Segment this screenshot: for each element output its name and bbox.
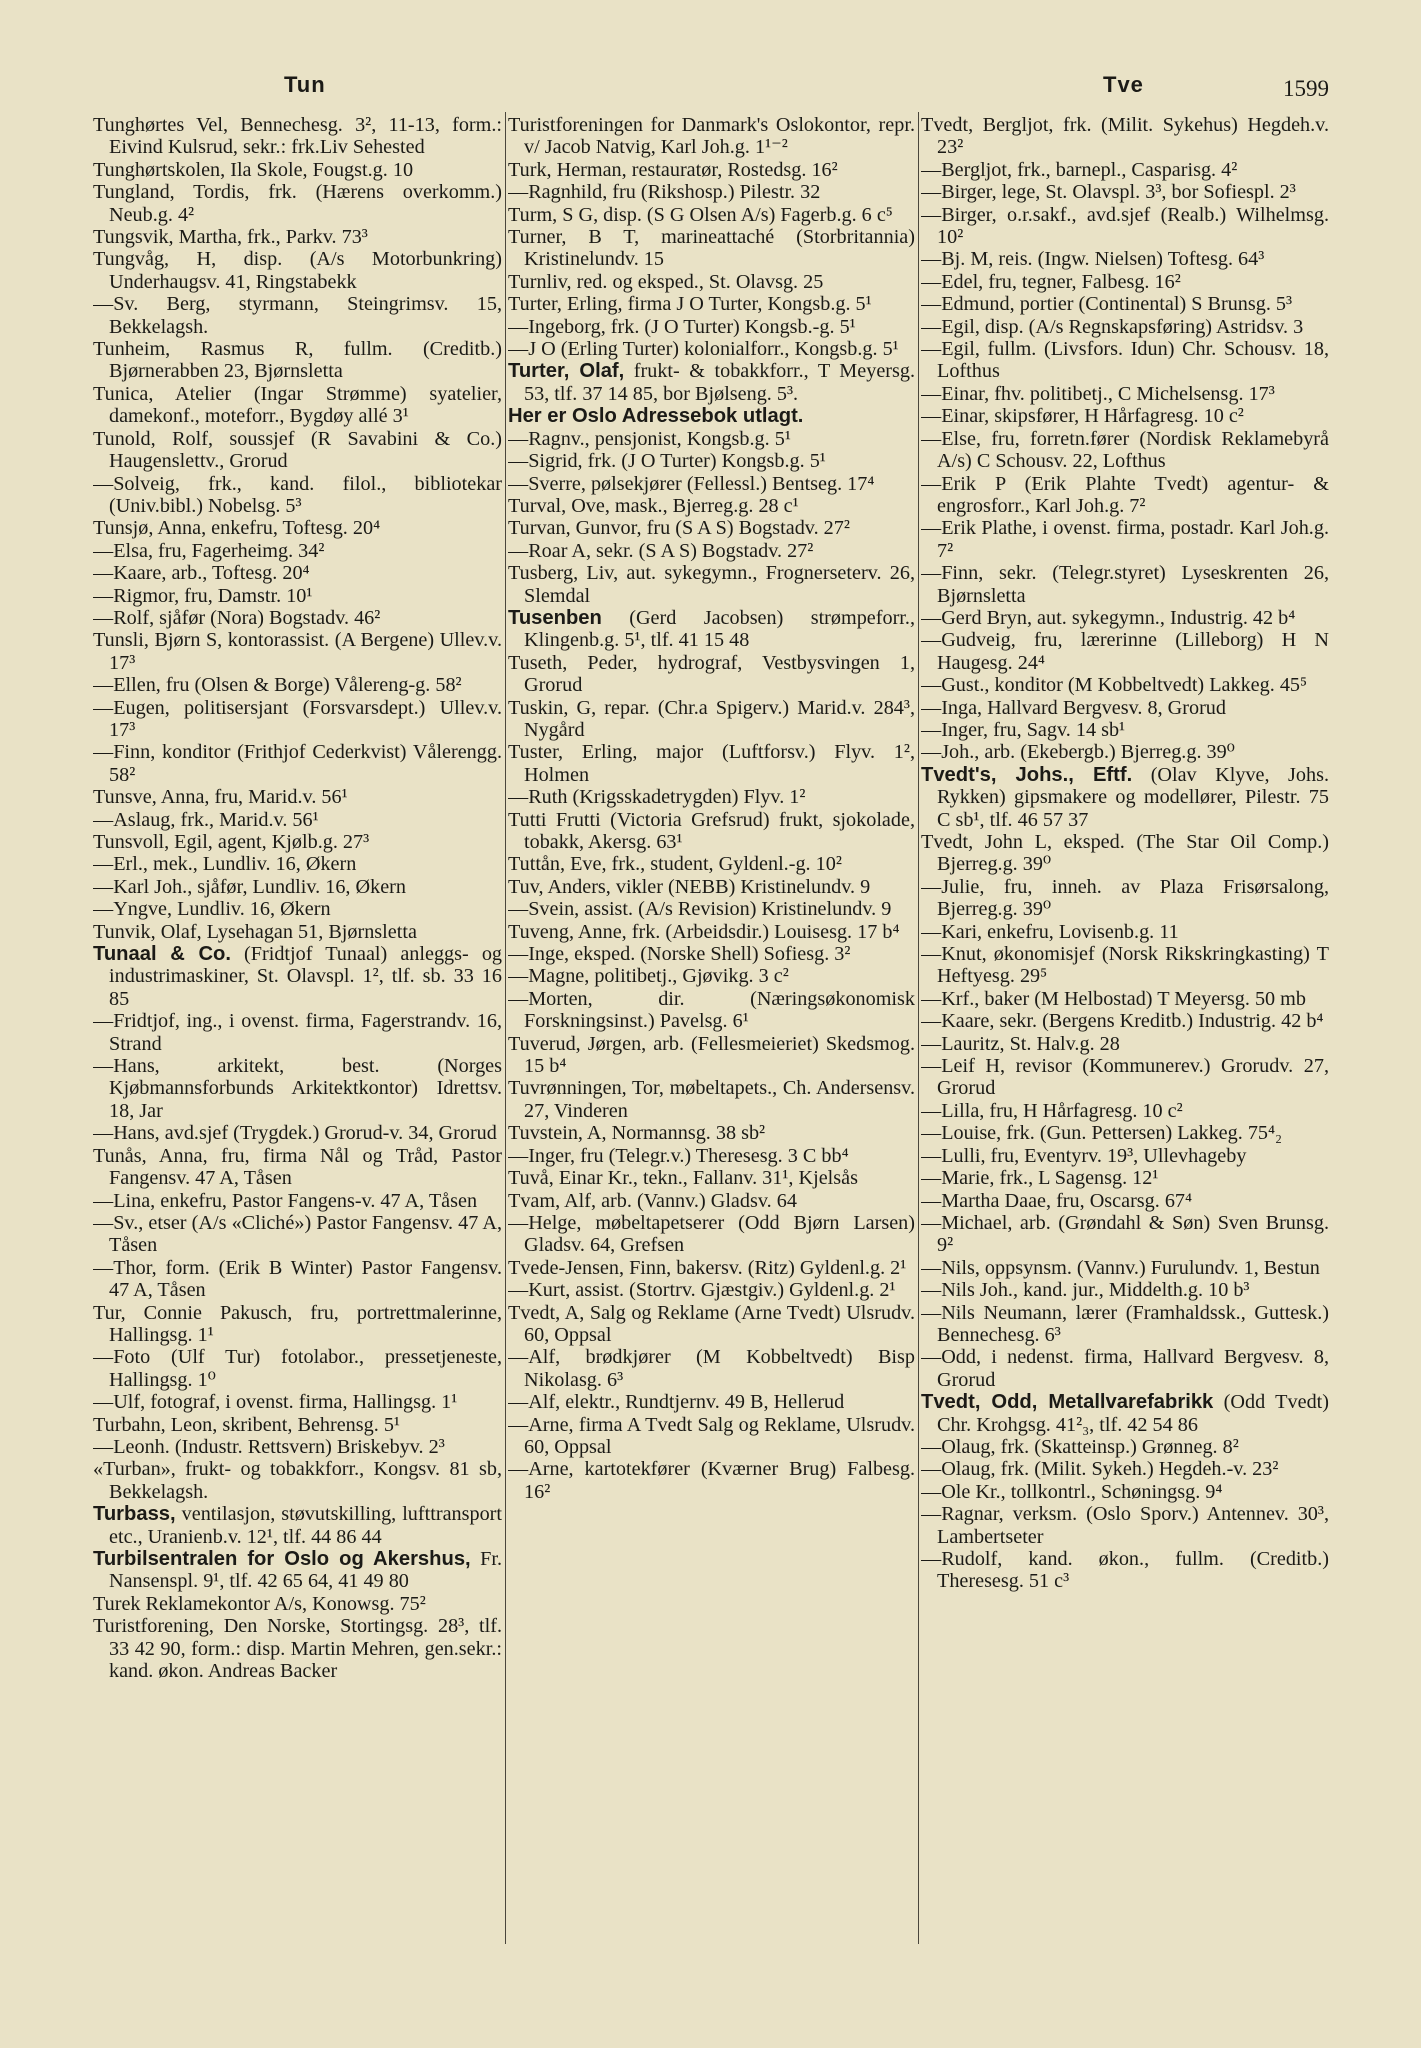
entry-text: ventilasjon, støvutskilling, lufttransport etc., Uranienb.v. 12¹, tlf. 44 86 44 bbox=[109, 1503, 502, 1548]
entry-text: —Birger, lege, St. Olavspl. 3³, bor Sofiespl. 2³ bbox=[921, 181, 1296, 204]
directory-entry bbox=[921, 1302, 1329, 1347]
entry-text: —Louise, frk. (Gun. Pettersen) Lakkeg. 75⁴₂ bbox=[921, 1122, 1283, 1145]
directory-entry bbox=[508, 1279, 915, 1301]
entry-text: Turnliv, red. og eksped., St. Olavsg. 25 bbox=[508, 270, 824, 293]
directory-entry bbox=[921, 1548, 1329, 1593]
directory-entry bbox=[921, 674, 1329, 696]
entry-text: —Ragnar, verksm. (Oslo Sporv.) Antennev. 30³, Lambertseter bbox=[921, 1503, 1329, 1548]
directory-entry bbox=[508, 1302, 915, 1347]
entry-text: —Gudveig, fru, lærerinne (Lilleborg) H N Haugesg. 24⁴ bbox=[921, 629, 1329, 674]
directory-entry bbox=[921, 943, 1329, 988]
directory-entry bbox=[508, 293, 915, 315]
entry-text: —Olaug, frk. (Skatteinsp.) Grønneg. 8² bbox=[921, 1435, 1239, 1458]
entry-text: Tvedt, A, Salg og Reklame (Arne Tvedt) Ulsrudv. 60, Oppsal bbox=[508, 1301, 915, 1346]
entry-text: Tungland, Tordis, frk. (Hærens overkomm.) Neub.g. 4² bbox=[93, 181, 502, 226]
directory-entry bbox=[508, 809, 915, 854]
directory-entry bbox=[93, 428, 502, 473]
entry-text: —Gust., konditor (M Kobbeltvedt) Lakkeg. 45⁵ bbox=[921, 674, 1308, 697]
directory-entry bbox=[93, 1302, 502, 1347]
entry-text: (Fridtjof Tunaal) anleggs- og industrimaskiner, St. Olavspl. 1², tlf. sb. 33 16 85 bbox=[109, 943, 502, 1010]
directory-entry bbox=[921, 1010, 1329, 1032]
entry-text: —Inge, eksped. (Norske Shell) Sofiesg. 3² bbox=[508, 943, 851, 966]
directory-entry bbox=[508, 1033, 915, 1078]
directory-entry bbox=[93, 1122, 502, 1144]
entry-text: —Julie, fru, inneh. av Plaza Frisørsalong, Bjerreg.g. 39⁰ bbox=[921, 875, 1329, 921]
entry-text: —Bergljot, frk., barnepl., Casparisg. 4² bbox=[921, 158, 1238, 181]
entry-text: Turistforening, Den Norske, Stortingsg. 28³, tlf. 33 42 90, form.: disp. Martin Mehren, gen.sekr.: kand. økon. Andreas Backer bbox=[93, 1615, 502, 1683]
directory-entry bbox=[93, 114, 502, 159]
entry-text: Tuskin, G, repar. (Chr.a Spigerv.) Marid.v. 284³, Nygård bbox=[508, 696, 915, 741]
directory-entry bbox=[508, 405, 915, 427]
directory-entry bbox=[93, 1436, 502, 1458]
entry-text: —Leif H, revisor (Kommunerev.) Grorudv. 27, Grorud bbox=[921, 1055, 1329, 1100]
entry-text: —Kari, enkefru, Lovisenb.g. 11 bbox=[921, 920, 1179, 943]
entry-text: —Nils Neumann, lærer (Framhaldssk., Guttesk.) Bennechesg. 6³ bbox=[921, 1301, 1329, 1346]
entry-text: Tungvåg, H, disp. (A/s Motorbunkring) Underhaugsv. 41, Ringstabekk bbox=[93, 248, 502, 293]
directory-entry bbox=[921, 1481, 1329, 1503]
entry-text: Tvedt, Bergljot, frk. (Milit. Sykehus) Hegdeh.v. 23² bbox=[921, 114, 1329, 159]
directory-entry bbox=[921, 1391, 1329, 1436]
directory-entry bbox=[508, 876, 915, 898]
directory-entry bbox=[508, 114, 915, 159]
entry-text: —Erl., mek., Lundliv. 16, Økern bbox=[93, 853, 357, 876]
directory-column-2 bbox=[508, 114, 915, 1942]
entry-text: Turistforeningen for Danmark's Oslokontor, repr. v/ Jacob Natvig, Karl Joh.g. 1¹⁻² bbox=[508, 114, 915, 159]
entry-text: —Erik P (Erik Plahte Tvedt) agentur- & engrosforr., Karl Joh.g. 7² bbox=[921, 472, 1329, 517]
directory-entry bbox=[921, 204, 1329, 249]
entry-text: Turm, S G, disp. (S G Olsen A/s) Fagerb.g. 6 c⁵ bbox=[508, 203, 893, 226]
directory-entry bbox=[93, 1145, 502, 1190]
directory-entry bbox=[93, 1212, 502, 1257]
entry-text: Tvedt, John L, eksped. (The Star Oil Comp.) Bjerreg.g. 39⁰ bbox=[921, 831, 1329, 876]
entry-text: —Birger, o.r.sakf., avd.sjef (Realb.) Wilhelmsg. 10² bbox=[921, 203, 1329, 249]
directory-entry bbox=[921, 607, 1329, 629]
entry-text: Tvede-Jensen, Finn, bakersv. (Ritz) Gyldenl.g. 2¹ bbox=[508, 1256, 907, 1279]
directory-entry bbox=[93, 293, 502, 338]
directory-entry bbox=[921, 293, 1329, 315]
entry-text: Tunold, Rolf, soussjef (R Savabini & Co.) Haugenslettv., Grorud bbox=[93, 427, 502, 473]
entry-text: —Leonh. (Industr. Rettsvern) Briskebyv. 2³ bbox=[93, 1435, 445, 1458]
entry-text: —Marie, frk., L Sagensg. 12¹ bbox=[921, 1167, 1159, 1190]
directory-entry bbox=[508, 360, 915, 405]
entry-text: —Egil, fullm. (Livsfors. Idun) Chr. Schousv. 18, Lofthus bbox=[921, 338, 1329, 383]
directory-entry bbox=[921, 271, 1329, 293]
directory-entry bbox=[508, 1167, 915, 1189]
entry-text: (Odd Tvedt) Chr. Krohgsg. 41²₃, tlf. 42 54 86 bbox=[937, 1391, 1329, 1436]
directory-entry bbox=[508, 697, 915, 742]
directory-entry bbox=[921, 383, 1329, 405]
directory-entry bbox=[921, 1167, 1329, 1189]
directory-entry bbox=[921, 248, 1329, 270]
column-divider bbox=[505, 112, 506, 1944]
directory-entry bbox=[508, 450, 915, 472]
directory-entry bbox=[93, 786, 502, 808]
directory-column-1 bbox=[93, 114, 502, 1942]
directory-entry bbox=[93, 540, 502, 562]
directory-entry bbox=[93, 697, 502, 742]
directory-entry bbox=[93, 898, 502, 920]
directory-entry bbox=[508, 495, 915, 517]
directory-entry bbox=[508, 562, 915, 607]
directory-entry bbox=[921, 428, 1329, 473]
directory-column-3 bbox=[921, 114, 1329, 1942]
directory-entry bbox=[93, 1503, 502, 1548]
directory-entry bbox=[921, 1257, 1329, 1279]
directory-entry bbox=[508, 271, 915, 293]
directory-entry bbox=[921, 316, 1329, 338]
directory-entry bbox=[508, 517, 915, 539]
directory-entry bbox=[921, 1212, 1329, 1257]
entry-bold-name: Tusenben bbox=[508, 606, 602, 629]
entry-text: —Martha Daae, fru, Oscarsg. 67⁴ bbox=[921, 1189, 1193, 1212]
entry-text: —Inger, fru (Telegr.v.) Theresesg. 3 C bb⁴ bbox=[508, 1144, 849, 1167]
entry-text: —Svein, assist. (A/s Revision) Kristinelundv. 9 bbox=[508, 898, 892, 921]
directory-entry bbox=[921, 159, 1329, 181]
directory-entry bbox=[921, 405, 1329, 427]
directory-entry bbox=[508, 786, 915, 808]
directory-entry bbox=[508, 1257, 915, 1279]
directory-entry bbox=[93, 1055, 502, 1122]
directory-entry bbox=[508, 338, 915, 360]
entry-text: —Olaug, frk. (Milit. Sykeh.) Hegdeh.-v. 23² bbox=[921, 1458, 1279, 1481]
column-divider bbox=[918, 112, 919, 1944]
directory-entry bbox=[508, 428, 915, 450]
entry-text: —Sigrid, frk. (J O Turter) Kongsb.g. 5¹ bbox=[508, 450, 826, 473]
directory-entry bbox=[508, 1122, 915, 1144]
running-head-left: Tun bbox=[284, 72, 326, 97]
running-head-right: Tve bbox=[1103, 72, 1144, 97]
directory-entry bbox=[93, 607, 502, 629]
entry-text: Tunghørtskolen, Ila Skole, Fougst.g. 10 bbox=[93, 158, 414, 181]
entry-text: Tunsvoll, Egil, agent, Kjølb.g. 27³ bbox=[93, 831, 370, 853]
directory-entry bbox=[93, 1257, 502, 1302]
entry-text: —Edel, fru, tegner, Falbesg. 16² bbox=[921, 270, 1181, 293]
entry-text: —Ragnv., pensjonist, Kongsb.g. 5¹ bbox=[508, 427, 791, 450]
directory-entry bbox=[93, 473, 502, 518]
directory-entry bbox=[508, 1145, 915, 1167]
directory-entry bbox=[921, 181, 1329, 203]
entry-text: —Else, fru, forretn.fører (Nordisk Reklamebyrå A/s) C Schousv. 22, Lofthus bbox=[921, 427, 1329, 473]
entry-text: —Rudolf, kand. økon., fullm. (Creditb.) Theresesg. 51 c³ bbox=[921, 1548, 1329, 1593]
entry-text: —Bj. M, reis. (Ingw. Nielsen) Toftesg. 64³ bbox=[921, 248, 1265, 271]
directory-entry bbox=[93, 741, 502, 786]
directory-entry bbox=[93, 562, 502, 584]
entry-text: —Gerd Bryn, aut. sykegymn., Industrig. 42 b⁴ bbox=[921, 606, 1296, 629]
entry-text: Fr. Nansenspl. 9¹, tlf. 42 65 64, 41 49 80 bbox=[109, 1548, 502, 1593]
entry-text: —Ellen, fru (Olsen & Borge) Vålereng-g. 58² bbox=[93, 674, 462, 697]
directory-entry bbox=[508, 181, 915, 203]
directory-entry bbox=[921, 719, 1329, 741]
directory-entry bbox=[921, 876, 1329, 921]
entry-text: —Odd, i nedenst. firma, Hallvard Bergvesv. 8, Grorud bbox=[921, 1346, 1329, 1391]
entry-text: —Inger, fru, Sagv. 14 sb¹ bbox=[921, 718, 1126, 741]
entry-text: —Inga, Hallvard Bergvesv. 8, Grorud bbox=[921, 696, 1226, 719]
entry-text: Tuseth, Peder, hydrograf, Vestbysvingen 1, Grorud bbox=[508, 651, 915, 697]
directory-entry bbox=[921, 473, 1329, 518]
entry-text: —Lauritz, St. Halv.g. 28 bbox=[921, 1032, 1120, 1055]
directory-entry bbox=[508, 473, 915, 495]
entry-text: —Lina, enkefru, Pastor Fangens-v. 47 A, Tåsen bbox=[93, 1189, 478, 1212]
directory-entry bbox=[921, 988, 1329, 1010]
entry-text: Turner, B T, marineattaché (Storbritannia) Kristinelundv. 15 bbox=[508, 226, 915, 271]
directory-entry bbox=[921, 114, 1329, 159]
entry-bold-name: Turbilsentralen for Oslo og Akershus, bbox=[93, 1548, 471, 1570]
entry-text: —Ole Kr., tollkontrl., Schøningsg. 9⁴ bbox=[921, 1480, 1223, 1503]
entry-text: Tuvå, Einar Kr., tekn., Fallanv. 31¹, Kjelsås bbox=[508, 1167, 858, 1190]
entry-text: —Thor, form. (Erik B Winter) Pastor Fangensv. 47 A, Tåsen bbox=[93, 1256, 502, 1302]
entry-text: —Krf., baker (M Helbostad) T Meyersg. 50 mb bbox=[921, 987, 1306, 1010]
entry-text: Turk, Herman, restauratør, Rostedsg. 16² bbox=[508, 158, 838, 181]
entry-bold-name: Tunaal & Co. bbox=[93, 943, 231, 966]
directory-entry bbox=[508, 226, 915, 271]
entry-text: —Roar A, sekr. (S A S) Bogstadv. 27² bbox=[508, 539, 814, 562]
entry-text: —Nils Joh., kand. jur., Middelth.g. 10 b³ bbox=[921, 1279, 1250, 1302]
entry-text: —Hans, arkitekt, best. (Norges Kjøbmannsforbunds Arkitektkontor) Idrettsv. 18, Jar bbox=[93, 1055, 502, 1122]
entry-bold-name: Turbass, bbox=[93, 1503, 176, 1526]
directory-entry bbox=[508, 540, 915, 562]
directory-entry bbox=[508, 853, 915, 875]
entry-text: —Einar, skipsfører, H Hårfagresg. 10 c² bbox=[921, 405, 1244, 428]
directory-entry bbox=[921, 562, 1329, 607]
directory-entry bbox=[93, 1593, 502, 1615]
directory-entry bbox=[508, 1212, 915, 1257]
entry-text: frukt- & tobakkforr., T Meyersg. 53, tlf. 37 14 85, bor Bjølseng. 5³. bbox=[524, 360, 915, 405]
entry-text: —Rigmor, fru, Damstr. 10¹ bbox=[93, 584, 313, 607]
directory-entry bbox=[508, 204, 915, 226]
entry-text: —Ruth (Krigsskadetrygden) Flyv. 1² bbox=[508, 786, 806, 809]
directory-entry bbox=[93, 181, 502, 226]
entry-text: Tutti Frutti (Victoria Grefsrud) frukt, sjokolade, tobakk, Akersg. 63¹ bbox=[508, 808, 915, 853]
directory-entry bbox=[93, 226, 502, 248]
directory-entry bbox=[921, 1279, 1329, 1301]
directory-entry bbox=[921, 831, 1329, 876]
directory-entry bbox=[93, 876, 502, 898]
directory-entry bbox=[508, 1077, 915, 1122]
directory-entry bbox=[921, 1436, 1329, 1458]
entry-text: —Sv., etser (A/s «Cliché») Pastor Fangensv. 47 A, Tåsen bbox=[93, 1211, 502, 1257]
directory-entry bbox=[508, 1458, 915, 1503]
entry-text: —Edmund, portier (Continental) S Brunsg. 5³ bbox=[921, 293, 1293, 316]
directory-entry bbox=[508, 607, 915, 652]
entry-text: —Nils, oppsynsm. (Vannv.) Furulundv. 1, Bestun bbox=[921, 1256, 1320, 1279]
directory-entry bbox=[508, 988, 915, 1033]
directory-entry bbox=[93, 629, 502, 674]
directory-entry bbox=[921, 921, 1329, 943]
directory-entry bbox=[921, 1122, 1329, 1144]
directory-entry bbox=[93, 1190, 502, 1212]
entry-text: —Karl Joh., sjåfør, Lundliv. 16, Økern bbox=[93, 875, 406, 898]
directory-entry bbox=[921, 1458, 1329, 1480]
directory-entry bbox=[93, 1548, 502, 1593]
entry-text: Tunghørtes Vel, Bennechesg. 3², 11-13, form.: Eivind Kulsrud, sekr.: frk.Liv Sehested bbox=[93, 114, 502, 159]
entry-text: —Fridtjof, ing., i ovenst. firma, Fagerstrandv. 16, Strand bbox=[93, 1010, 502, 1055]
entry-text: Tuv, Anders, vikler (NEBB) Kristinelundv. 9 bbox=[508, 875, 871, 898]
entry-text: —Kurt, assist. (Stortrv. Gjæstgiv.) Gyldenl.g. 2¹ bbox=[508, 1279, 896, 1302]
entry-text: —Elsa, fru, Fagerheimg. 34² bbox=[93, 539, 325, 562]
entry-text: Turbahn, Leon, skribent, Behrensg. 5¹ bbox=[93, 1413, 400, 1436]
directory-entry bbox=[93, 159, 502, 181]
directory-entry bbox=[93, 921, 502, 943]
directory-entry bbox=[921, 697, 1329, 719]
entry-text: —Sv. Berg, styrmann, Steingrimsv. 15, Bekkelagsh. bbox=[93, 293, 502, 338]
directory-entry bbox=[921, 1055, 1329, 1100]
directory-entry bbox=[921, 517, 1329, 562]
entry-text: Tunås, Anna, fru, firma Nål og Tråd, Pastor Fangensv. 47 A, Tåsen bbox=[93, 1144, 502, 1190]
entry-text: —Arne, kartotekfører (Kværner Brug) Falbesg. 16² bbox=[508, 1458, 915, 1503]
directory-entry bbox=[921, 1145, 1329, 1167]
directory-entry bbox=[508, 741, 915, 786]
directory-entry bbox=[921, 1033, 1329, 1055]
entry-text: —Sverre, pølsekjører (Fellessl.) Bentseg. 17⁴ bbox=[508, 472, 875, 495]
entry-text: Tuverud, Jørgen, arb. (Fellesmeieriet) Skedsmog. 15 b⁴ bbox=[508, 1032, 915, 1078]
directory-entry bbox=[93, 674, 502, 696]
entry-bold-name: Tvedt, Odd, Metallvarefabrikk bbox=[921, 1391, 1214, 1414]
entry-text: —Foto (Ulf Tur) fotolabor., pressetjeneste, Hallingsg. 1⁰ bbox=[93, 1346, 502, 1391]
directory-entry bbox=[93, 1414, 502, 1436]
directory-entry bbox=[508, 1414, 915, 1459]
entry-text: —Helge, møbeltapetserer (Odd Bjørn Larsen) Gladsv. 64, Grefsen bbox=[508, 1211, 915, 1257]
entry-text: —Eugen, politisersjant (Forsvarsdept.) Ullev.v. 17³ bbox=[93, 696, 502, 741]
entry-bold-name: Her er Oslo Adressebok utlagt. bbox=[508, 405, 804, 428]
entry-text: —Aslaug, frk., Marid.v. 56¹ bbox=[93, 808, 319, 831]
directory-entry bbox=[921, 338, 1329, 383]
directory-entry bbox=[93, 1010, 502, 1055]
entry-text: (Gerd Jacobsen) strømpeforr., Klingenb.g. 5¹, tlf. 41 15 48 bbox=[524, 606, 915, 652]
directory-entry bbox=[93, 943, 502, 1010]
directory-entry bbox=[508, 1391, 915, 1413]
entry-text: Tuster, Erling, major (Luftforsv.) Flyv. 1², Holmen bbox=[508, 741, 915, 786]
directory-entry bbox=[93, 1458, 502, 1503]
entry-text: Turter, Erling, firma J O Turter, Kongsb.g. 5¹ bbox=[508, 293, 872, 316]
directory-entry bbox=[93, 809, 502, 831]
entry-text: Tunsli, Bjørn S, kontorassist. (A Bergene) Ullev.v. 17³ bbox=[93, 629, 502, 674]
directory-entry bbox=[921, 764, 1329, 831]
directory-entry bbox=[921, 1100, 1329, 1122]
entry-text: —Lilla, fru, H Hårfagresg. 10 c² bbox=[921, 1099, 1183, 1122]
entry-bold-name: Turter, Olaf, bbox=[508, 360, 625, 383]
entry-bold-name: Tvedt's, Johs., Eftf. bbox=[921, 763, 1133, 786]
entry-text: Tunsve, Anna, fru, Marid.v. 56¹ bbox=[93, 786, 348, 809]
entry-text: —Hans, avd.sjef (Trygdek.) Grorud-v. 34, Grorud bbox=[93, 1122, 497, 1145]
directory-entry bbox=[508, 943, 915, 965]
entry-text: —Michael, arb. (Grøndahl & Søn) Sven Brunsg. 9² bbox=[921, 1211, 1329, 1257]
entry-text: Tuveng, Anne, frk. (Arbeidsdir.) Louisesg. 17 b⁴ bbox=[508, 920, 900, 943]
entry-text: —Kaare, arb., Toftesg. 20⁴ bbox=[93, 562, 310, 585]
directory-entry bbox=[93, 1615, 502, 1682]
directory-entry bbox=[93, 585, 502, 607]
entry-text: Tunsjø, Anna, enkefru, Toftesg. 20⁴ bbox=[93, 517, 381, 540]
entry-text: —Joh., arb. (Ekebergb.) Bjerreg.g. 39⁰ bbox=[921, 741, 1235, 764]
directory-entry bbox=[93, 1391, 502, 1413]
entry-text: Tungsvik, Martha, frk., Parkv. 73³ bbox=[93, 226, 368, 249]
entry-text: Tunheim, Rasmus R, fullm. (Creditb.) Bjørnerabben 23, Bjørnsletta bbox=[93, 338, 502, 383]
directory-entry bbox=[508, 652, 915, 697]
entry-text: —Alf, elektr., Rundtjernv. 49 B, Hellerud bbox=[508, 1391, 845, 1414]
entry-text: «Turban», frukt- og tobakkforr., Kongsv. 81 sb, Bekkelagsh. bbox=[93, 1458, 502, 1503]
entry-text: —Ulf, fotograf, i ovenst. firma, Hallingsg. 1¹ bbox=[93, 1391, 458, 1414]
directory-entry bbox=[508, 1190, 915, 1212]
entry-text: —Knut, økonomisjef (Norsk Rikskringkasting) T Heftyesg. 29⁵ bbox=[921, 943, 1329, 988]
entry-text: —Kaare, sekr. (Bergens Kreditb.) Industrig. 42 b⁴ bbox=[921, 1010, 1324, 1033]
directory-entry bbox=[93, 383, 502, 428]
entry-text: Tvam, Alf, arb. (Vannv.) Gladsv. 64 bbox=[508, 1189, 797, 1212]
entry-text: (Olav Klyve, Johs. Rykken) gipsmakere og modellører, Pilestr. 75 C sb¹, tlf. 46 57 37 bbox=[937, 763, 1329, 831]
entry-text: —Magne, politibetj., Gjøvikg. 3 c² bbox=[508, 965, 789, 988]
entry-text: —Alf, brødkjører (M Kobbeltvedt) Bisp Nikolasg. 6³ bbox=[508, 1346, 915, 1391]
entry-text: —Arne, firma A Tvedt Salg og Reklame, Ulsrudv. 60, Oppsal bbox=[508, 1413, 915, 1458]
entry-text: Tuvrønningen, Tor, møbeltapets., Ch. Andersensv. 27, Vinderen bbox=[508, 1077, 915, 1122]
directory-entry bbox=[93, 248, 502, 293]
directory-entry bbox=[921, 1503, 1329, 1548]
entry-text: —Yngve, Lundliv. 16, Økern bbox=[93, 898, 331, 921]
directory-entry bbox=[508, 898, 915, 920]
entry-text: —Finn, sekr. (Telegr.styret) Lyseskrenten 26, Bjørnsletta bbox=[921, 562, 1329, 607]
entry-text: —Rolf, sjåfør (Nora) Bogstadv. 46² bbox=[93, 606, 381, 629]
directory-entry bbox=[93, 338, 502, 383]
directory-entry bbox=[93, 853, 502, 875]
directory-entry bbox=[508, 921, 915, 943]
entry-text: —Solveig, frk., kand. filol., bibliotekar (Univ.bibl.) Nobelsg. 5³ bbox=[93, 472, 502, 517]
entry-text: Turvan, Gunvor, fru (S A S) Bogstadv. 27² bbox=[508, 517, 850, 540]
entry-text: Tuttån, Eve, frk., student, Gyldenl.-g. 10² bbox=[508, 853, 842, 876]
entry-text: Tunvik, Olaf, Lysehagan 51, Bjørnsletta bbox=[93, 920, 417, 943]
entry-text: —J O (Erling Turter) kolonialforr., Kongsb.g. 5¹ bbox=[508, 338, 899, 361]
directory-entry bbox=[921, 1190, 1329, 1212]
directory-entry bbox=[93, 517, 502, 539]
entry-text: Tunica, Atelier (Ingar Strømme) syatelier, damekonf., moteforr., Bygdøy allé 3¹ bbox=[93, 382, 502, 428]
entry-text: —Egil, disp. (A/s Regnskapsføring) Astridsv. 3 bbox=[921, 315, 1304, 338]
directory-entry bbox=[93, 1346, 502, 1391]
directory-entry bbox=[921, 629, 1329, 674]
entry-text: —Einar, fhv. politibetj., C Michelsensg. 17³ bbox=[921, 382, 1275, 405]
directory-entry bbox=[921, 1346, 1329, 1391]
entry-text: —Erik Plathe, i ovenst. firma, postadr. Karl Joh.g. 7² bbox=[921, 517, 1329, 562]
entry-text: —Lulli, fru, Eventyrv. 19³, Ullevhageby bbox=[921, 1144, 1247, 1167]
entry-text: Turek Reklamekontor A/s, Konowsg. 75² bbox=[93, 1592, 426, 1615]
entry-text: —Finn, konditor (Frithjof Cederkvist) Vålerengg. 58² bbox=[93, 741, 502, 786]
directory-entry bbox=[508, 1346, 915, 1391]
entry-text: —Morten, dir. (Næringsøkonomisk Forskningsinst.) Pavelsg. 6¹ bbox=[508, 987, 915, 1033]
entry-text: Tuvstein, A, Normannsg. 38 sb² bbox=[508, 1122, 766, 1145]
directory-entry bbox=[508, 316, 915, 338]
directory-entry bbox=[921, 741, 1329, 763]
entry-text: —Ragnhild, fru (Rikshosp.) Pilestr. 32 bbox=[508, 181, 821, 204]
directory-entry bbox=[508, 965, 915, 987]
directory-entry bbox=[93, 831, 502, 853]
directory-entry bbox=[508, 159, 915, 181]
page-number: 1599 bbox=[1283, 76, 1329, 101]
entry-text: —Ingeborg, frk. (J O Turter) Kongsb.-g. 5¹ bbox=[508, 315, 856, 338]
entry-text: Tusberg, Liv, aut. sykegymn., Frognerseterv. 26, Slemdal bbox=[508, 562, 915, 607]
entry-text: Turval, Ove, mask., Bjerreg.g. 28 c¹ bbox=[508, 494, 799, 517]
entry-text: Tur, Connie Pakusch, fru, portrettmalerinne, Hallingsg. 1¹ bbox=[93, 1301, 502, 1346]
